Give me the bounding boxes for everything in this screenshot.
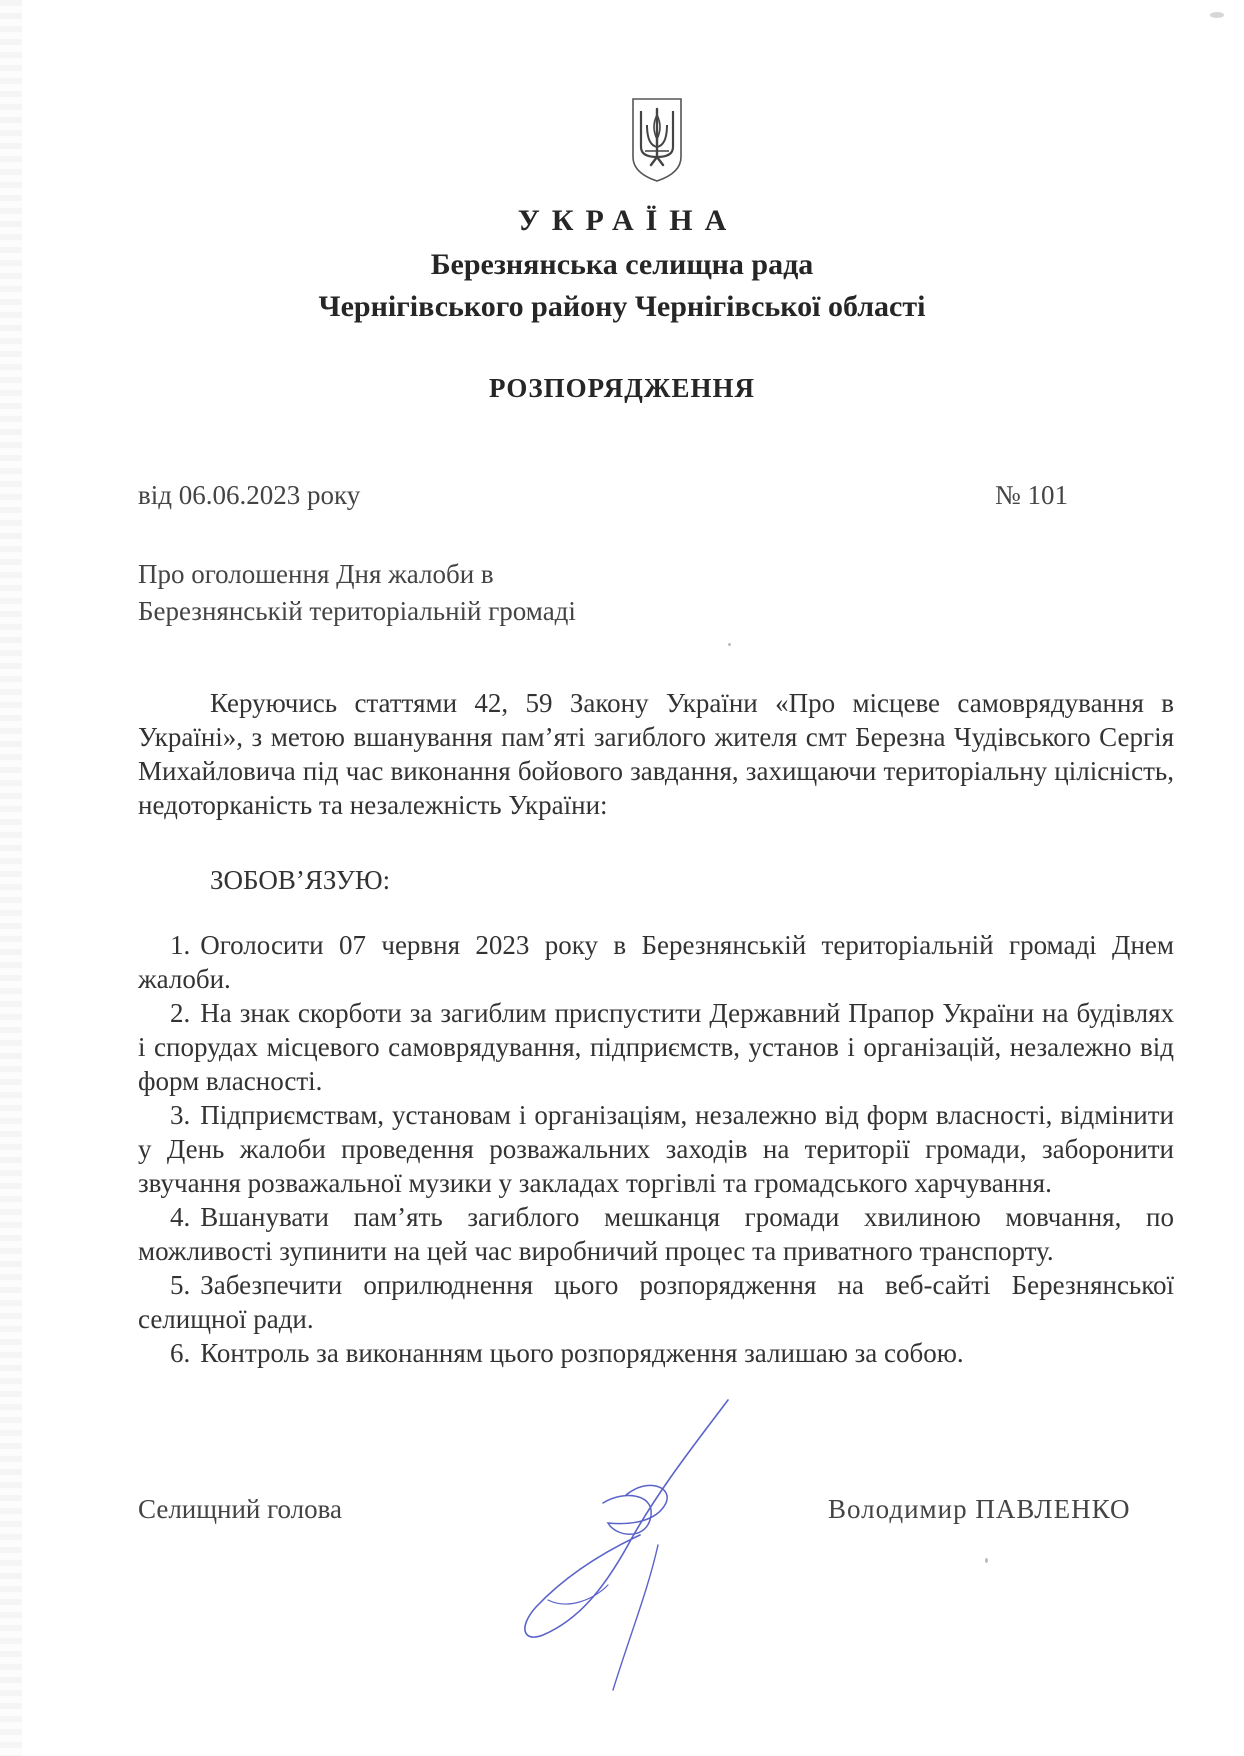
order-item-text: Оголосити 07 червня 2023 року в Березнянській територіальній громаді Днем жалоби. [138, 930, 1174, 994]
order-item-number: 4. [170, 1202, 191, 1232]
district-name: Чернігівського району Чернігівської області [318, 290, 926, 323]
order-item-number: 5. [170, 1270, 191, 1300]
order-item-3 [138, 1098, 1174, 1200]
order-item-6 [138, 1336, 1174, 1370]
order-item-number: 2. [170, 998, 191, 1028]
country-title: УКРАЇНА [517, 204, 739, 237]
document-subject [138, 556, 576, 630]
signatory-position: Селищний голова [138, 1494, 343, 1524]
subject-line-1: Про оголошення Дня жалоби в [138, 559, 494, 589]
order-heading: ЗОБОВ’ЯЗУЮ: [210, 865, 391, 895]
scan-speck [728, 643, 731, 646]
order-item-text: Контроль за виконанням цього розпорядження залишаю за собою. [200, 1338, 964, 1368]
order-item-text: На знак скорботи за загиблим приспустити Державний Прапор України на будівлях і спорудах місцевого самоврядування, підприємств, установ і організацій, незалежно від форм власності. [138, 998, 1174, 1096]
subject-line-2: Березнянській територіальній громаді [138, 596, 576, 626]
order-item-2 [138, 996, 1174, 1098]
order-item-text: Підприємствам, установам і організаціям, незалежно від форм власності, відмінити у День жалоби проведення розважальних заходів на території громади, заборонити звучання розважальної музики у закладах торгівлі та громадського харчування. [138, 1100, 1174, 1198]
order-item-5 [138, 1268, 1174, 1336]
document-type: РОЗПОРЯДЖЕННЯ [488, 373, 756, 403]
scan-speck [985, 1558, 988, 1563]
order-item-number: 1. [170, 930, 191, 960]
order-item-text: Вшанувати пам’ять загиблого мешканця громади хвилиною мовчання, по можливості зупинити на цей час виробничий процес та приватного транспорту. [138, 1202, 1174, 1266]
order-item-1 [138, 928, 1174, 996]
order-item-number: 6. [170, 1338, 191, 1368]
document-date: від 06.06.2023 року [138, 480, 361, 510]
order-items-list [138, 928, 1174, 1370]
order-item-4 [138, 1200, 1174, 1268]
signatory-name: Володимир ПАВЛЕНКО [828, 1494, 1131, 1524]
document-number: № 101 [995, 480, 1069, 510]
preamble-paragraph: Керуючись статтями 42, 59 Закону України «Про місцеве самоврядування в Україні», з метою вшанування пам’яті загиблого жителя смт Березна Чудівського Сергія Михайловича під час виконання бойового завдання, захищаючи територіальну цілісність, недоторканість та незалежність України: [138, 688, 1174, 820]
order-item-text: Забезпечити оприлюднення цього розпорядження на веб-сайті Березнянської селищної ради. [138, 1270, 1174, 1334]
council-name: Березнянська селищна рада [430, 248, 814, 281]
handwritten-signature [508, 1395, 748, 1695]
scan-speck [1210, 12, 1224, 18]
trident-emblem-icon [629, 95, 685, 185]
order-item-number: 3. [170, 1100, 191, 1130]
